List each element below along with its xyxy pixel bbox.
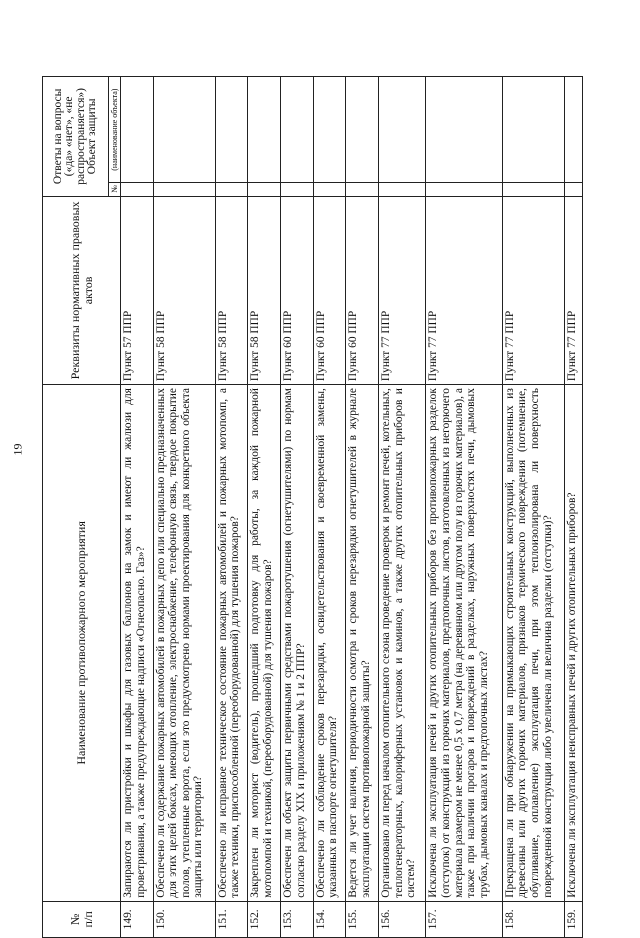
- table-row: [215, 77, 248, 938]
- table-header-row: [43, 77, 109, 938]
- row-measure-text: Обеспечено ли содержание пожарных автомобилей в пожарных депо или специально предназначенных для этих целей боксах, имеющих отопление, электроснабжение, телефонную связь, твердое покрытие полов, утепленные ворота, если это предусмотрено нормами проектирования для конкретного объекта защиты или территории?: [153, 385, 215, 902]
- row-measure-text: Ведется ли учет наличия, периодичности осмотра и сроков перезарядки огнетушителей в журнале эксплуатации систем противопожарной защиты?: [346, 385, 379, 902]
- answer-cell-object[interactable]: [153, 77, 215, 183]
- table-row: [379, 77, 426, 938]
- row-requisites: Пункт 60 ППР: [346, 196, 379, 384]
- row-requisites: Пункт 77 ППР: [564, 196, 582, 384]
- answer-cell-num[interactable]: [346, 183, 379, 196]
- row-measure-text: Обеспечено ли исправное техническое состояние пожарных автомобилей и пожарных мотопомп, а также техники, приспособленной (переоборудованной) для тушения пожаров?: [215, 385, 248, 902]
- answer-cell-num[interactable]: [564, 183, 582, 196]
- answer-cell-object[interactable]: [121, 77, 154, 183]
- row-measure-text: Исключена ли эксплуатация неисправных печей и других отопительных приборов?: [564, 385, 582, 902]
- table-row: [426, 77, 503, 938]
- row-measure-text: Организовано ли перед началом отопительного сезона проведение проверок и ремонт печей, котельных, теплогенераторных, калориферных установок и каминов, а также других отопительных приборов и систем?: [379, 385, 426, 902]
- row-requisites: Пункт 58 ППР: [248, 196, 281, 384]
- answer-cell-num[interactable]: [121, 183, 154, 196]
- header-num: № п/п: [43, 901, 121, 937]
- rotated-page: [42, 76, 583, 938]
- row-measure-text: Обеспечен ли объект защиты первичными средствами пожаротушения (огнетушителями) по нормам согласно разделу XIX и приложениям № 1 и 2 ППР?: [280, 385, 313, 902]
- answer-cell-object[interactable]: [379, 77, 426, 183]
- answer-cell-object[interactable]: [426, 77, 503, 183]
- row-requisites: Пункт 60 ППР: [313, 196, 346, 384]
- row-requisites: Пункт 60 ППР: [280, 196, 313, 384]
- header-object-num: №: [109, 183, 121, 196]
- table-row: [153, 77, 215, 938]
- row-number: 152.: [248, 901, 281, 937]
- row-measure-text: Обеспечено ли соблюдение сроков перезарядки, освидетельствования и своевременной замены, указанных в паспорте огнетушителя?: [313, 385, 346, 902]
- header-object-name: (наименование объекта): [109, 77, 121, 183]
- header-answers: [43, 77, 109, 197]
- table-row: [564, 77, 582, 938]
- answer-cell-num[interactable]: [426, 183, 503, 196]
- answer-cell-num[interactable]: [280, 183, 313, 196]
- answer-cell-object[interactable]: [346, 77, 379, 183]
- answer-cell-object[interactable]: [215, 77, 248, 183]
- table-row: [502, 77, 564, 938]
- answer-cell-object[interactable]: [502, 77, 564, 183]
- header-answers-title: Ответы на вопросы («да» «нет», «не распространяется»): [51, 88, 87, 185]
- answer-cell-num[interactable]: [502, 183, 564, 196]
- table-row: [280, 77, 313, 938]
- table-row: [121, 77, 154, 938]
- row-requisites: Пункт 77 ППР: [502, 196, 564, 384]
- row-requisites: Пункт 58 ППР: [153, 196, 215, 384]
- answer-cell-object[interactable]: [313, 77, 346, 183]
- row-number: 150.: [153, 901, 215, 937]
- row-number: 159.: [564, 901, 582, 937]
- table-row: [346, 77, 379, 938]
- answer-cell-object[interactable]: [564, 77, 582, 183]
- header-object-title: Объект защиты: [86, 98, 98, 175]
- row-requisites: Пункт 77 ППР: [379, 196, 426, 384]
- table-row: [248, 77, 281, 938]
- row-measure-text: Прекращена ли при обнаружении на примыкающих строительных конструкций, выполненных из древесины или других горючих материалов, признаков термического повреждения (потемнение, обугливание, оплавление) эксплуатация печи, при этом теплоизолирована ли поверхность поврежденной конструкции либо увеличена ли величина разделки (отступки)?: [502, 385, 564, 902]
- page-number: 19: [10, 443, 25, 456]
- row-requisites: Пункт 57 ППР: [121, 196, 154, 384]
- answer-cell-num[interactable]: [248, 183, 281, 196]
- row-measure-text: Закреплен ли моторист (водитель), прошедший подготовку для работы, за каждой пожарной мотопомпой и техникой, (переоборудованной) для тушения пожаров?: [248, 385, 281, 902]
- answer-cell-num[interactable]: [153, 183, 215, 196]
- row-number: 158.: [502, 901, 564, 937]
- row-number: 149.: [121, 901, 154, 937]
- answer-cell-num[interactable]: [313, 183, 346, 196]
- answer-cell-num[interactable]: [215, 183, 248, 196]
- table-body: [121, 77, 583, 938]
- row-number: 151.: [215, 901, 248, 937]
- answer-cell-object[interactable]: [280, 77, 313, 183]
- row-number: 154.: [313, 901, 346, 937]
- row-requisites: Пункт 58 ППР: [215, 196, 248, 384]
- checklist-table-container: [42, 76, 640, 930]
- row-number: 153.: [280, 901, 313, 937]
- table-row: [313, 77, 346, 938]
- row-number: 155.: [346, 901, 379, 937]
- row-number: 157.: [426, 901, 503, 937]
- header-measure: Наименование противопожарного мероприятия: [43, 385, 121, 902]
- fire-safety-checklist-table: [42, 76, 583, 938]
- answer-cell-num[interactable]: [379, 183, 426, 196]
- row-number: 156.: [379, 901, 426, 937]
- answer-cell-object[interactable]: [248, 77, 281, 183]
- row-measure-text: Исключена ли эксплуатация печей и других отопительных приборов без противопожарных разделок (отступок) от конструкций из горючих материалов, предтопочных листов, изготовленных из негорючего материала размером не менее 0,5 х 0,7 метра (на деревянном или другом полу из горючих материалов), а также при наличии прогаров и повреждений в разделках, наружных поверхностях печи, дымовых трубах, дымовых каналах и предтопочных листах?: [426, 385, 503, 902]
- header-requisites: Реквизиты нормативных правовых актов: [43, 196, 121, 384]
- row-requisites: Пункт 77 ППР: [426, 196, 503, 384]
- row-measure-text: Запираются ли пристройки и шкафы для газовых баллонов на замок и имеют ли жалюзи для проветривания, а также предупреждающие надписи «Огнеопасно. Газ»?: [121, 385, 154, 902]
